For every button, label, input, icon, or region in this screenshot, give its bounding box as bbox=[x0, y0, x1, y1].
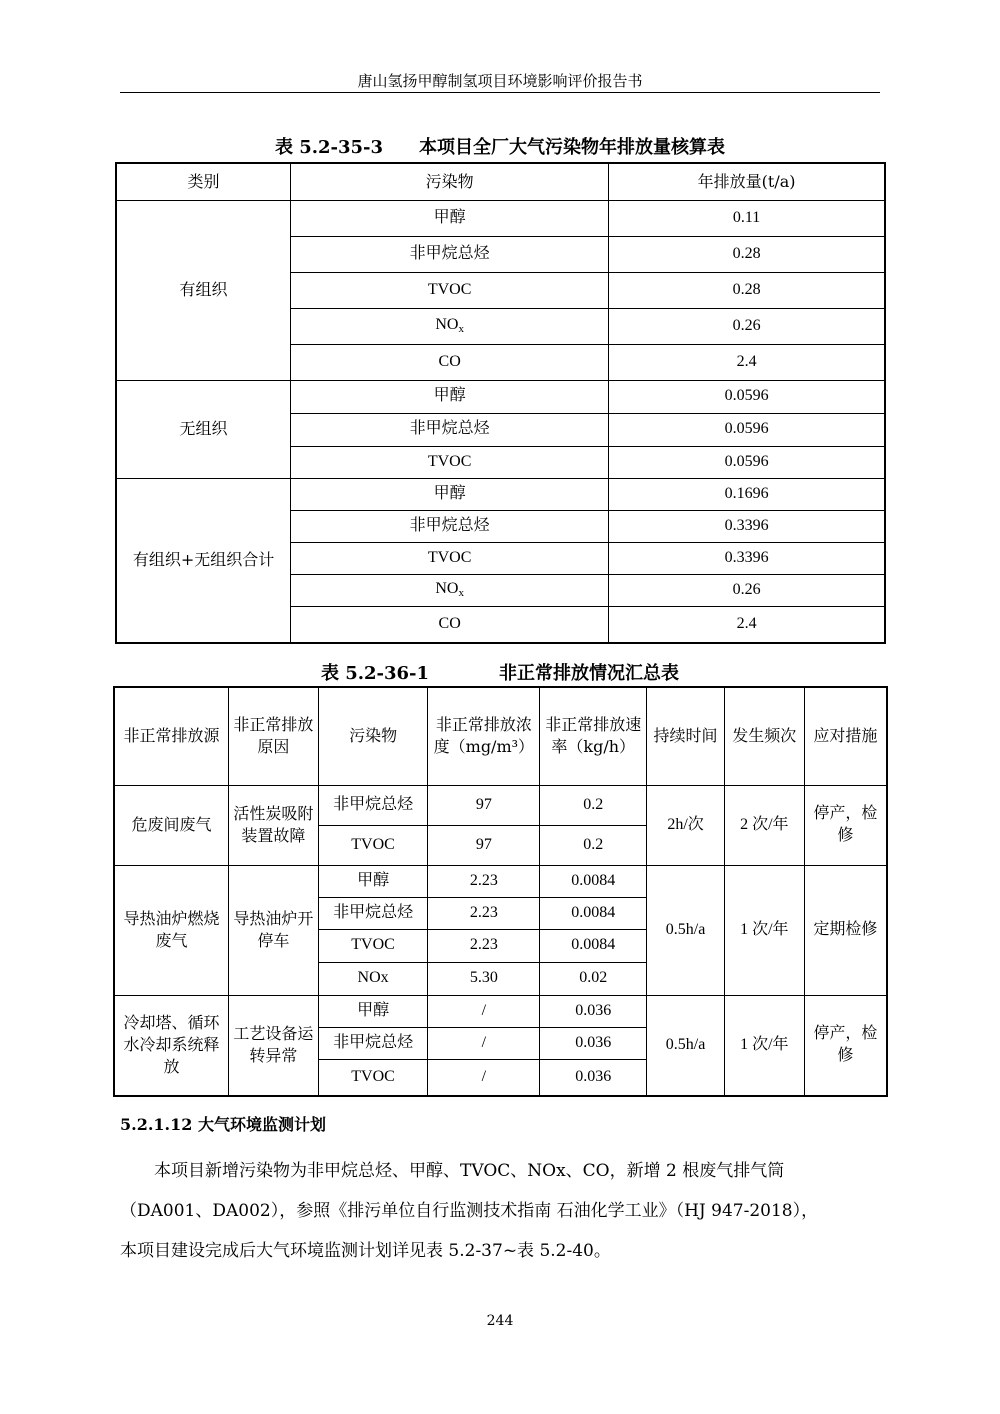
table1-header-cell: 类别 bbox=[116, 163, 291, 200]
table1-row bbox=[116, 380, 885, 413]
table1-header-cell: 年排放量(t/a) bbox=[609, 163, 885, 200]
table1-pollutant-label: 非甲烷总烃 bbox=[409, 516, 490, 534]
table2-concentration-cell: 97 bbox=[428, 785, 540, 825]
table1-value-cell: 0.1696 bbox=[609, 478, 885, 510]
table1-value-cell: 0.0596 bbox=[609, 413, 885, 446]
table1-pollutant-cell bbox=[291, 446, 609, 478]
table2-rate-cell: 0.0084 bbox=[540, 865, 647, 897]
table2-row bbox=[114, 785, 887, 825]
table2-pollutant-cell: TVOC bbox=[318, 1059, 428, 1096]
table1-pollutant-cell bbox=[291, 380, 609, 413]
table1-header-cell: 污染物 bbox=[291, 163, 609, 200]
table1-pollutant-label: NO bbox=[435, 316, 459, 334]
table2-pollutant-cell: NOx bbox=[318, 962, 428, 995]
table2-rate-cell: 0.036 bbox=[540, 1027, 647, 1059]
table2-duration-cell: 2h/次 bbox=[647, 785, 725, 865]
table2-pollutant-cell: 非甲烷总烃 bbox=[318, 785, 428, 825]
paragraph-line-1: 本项目新增污染物为非甲烷总烃、甲醇、TVOC、NOx、CO，新增 2 根废气排气筒 bbox=[154, 1161, 785, 1181]
table1-value-cell: 0.0596 bbox=[609, 380, 885, 413]
table2-reason-cell: 导热油炉开停车 bbox=[229, 865, 319, 995]
table2-measure-cell: 停产，检修 bbox=[804, 785, 887, 865]
table2-measure-cell: 停产，检修 bbox=[804, 995, 887, 1096]
table1-pollutant-label: NO bbox=[435, 580, 459, 598]
table2-header-row bbox=[114, 687, 887, 785]
table2-source-cell: 危废间废气 bbox=[114, 785, 229, 865]
table2-caption bbox=[0, 659, 1000, 685]
table1-pollutant-label: TVOC bbox=[427, 452, 472, 470]
section-heading: 5.2.1.12 大气环境监测计划 bbox=[120, 1115, 326, 1134]
table2-pollutant-cell: TVOC bbox=[318, 929, 428, 962]
table1-value-cell: 0.11 bbox=[609, 200, 885, 236]
table1-value-cell: 0.28 bbox=[609, 272, 885, 308]
table2-row bbox=[114, 995, 887, 1027]
table1-pollutant-cell bbox=[291, 542, 609, 574]
table1-value-cell: 2.4 bbox=[609, 606, 885, 643]
table1-pollutant-label: 非甲烷总烃 bbox=[409, 244, 490, 262]
table2-concentration-cell: 2.23 bbox=[428, 897, 540, 929]
table1-caption-title: 本项目全厂大气污染物年排放量核算表 bbox=[419, 137, 726, 158]
paragraph-line-2: （DA001、DA002），参照《排污单位自行监测技术指南 石油化学工业》（HJ 947-2018）， bbox=[120, 1201, 819, 1221]
table2-frequency-cell: 1 次/年 bbox=[724, 865, 804, 995]
table1-pollutant-label: 非甲烷总烃 bbox=[409, 420, 490, 438]
table1-pollutant-cell bbox=[291, 308, 609, 344]
table1-pollutant-cell bbox=[291, 413, 609, 446]
table2-frequency-cell: 2 次/年 bbox=[724, 785, 804, 865]
table2-concentration-cell: / bbox=[428, 1059, 540, 1096]
table1-value-cell: 0.3396 bbox=[609, 542, 885, 574]
table1-pollutant-cell bbox=[291, 200, 609, 236]
table1-row bbox=[116, 200, 885, 236]
table2-source-cell: 冷却塔、循环水冷却系统释放 bbox=[114, 995, 229, 1096]
table1-pollutant-subscript: x bbox=[458, 587, 464, 600]
table1-category-cell: 无组织 bbox=[116, 380, 291, 478]
table2-rate-cell: 0.0084 bbox=[540, 929, 647, 962]
table1-value-cell: 0.28 bbox=[609, 236, 885, 272]
table1-pollutant-cell bbox=[291, 574, 609, 606]
table1-pollutant-subscript: x bbox=[458, 323, 464, 336]
annual-emission-table bbox=[115, 162, 886, 644]
table2-frequency-cell: 1 次/年 bbox=[724, 995, 804, 1096]
table1-pollutant-label: 甲醇 bbox=[433, 387, 466, 405]
table2-rate-cell: 0.036 bbox=[540, 1059, 647, 1096]
table1-caption-number: 表 5.2-35-3 bbox=[274, 137, 384, 158]
table2-rate-cell: 0.036 bbox=[540, 995, 647, 1027]
table2-measure-cell: 定期检修 bbox=[804, 865, 887, 995]
abnormal-emission-table bbox=[113, 686, 888, 1097]
table1-pollutant-cell bbox=[291, 236, 609, 272]
table1-pollutant-label: 甲醇 bbox=[433, 208, 466, 226]
table2-concentration-cell: 2.23 bbox=[428, 929, 540, 962]
table2-pollutant-cell: 非甲烷总烃 bbox=[318, 1027, 428, 1059]
table2-caption-title: 非正常排放情况汇总表 bbox=[499, 663, 680, 684]
table1-header-row bbox=[116, 163, 885, 200]
table1-pollutant-label: TVOC bbox=[427, 280, 472, 298]
table2-rate-cell: 0.02 bbox=[540, 962, 647, 995]
table2-header-cell: 非正常排放源 bbox=[114, 687, 229, 785]
table2-header-cell: 非正常排放速率（kg/h） bbox=[540, 687, 647, 785]
table2-concentration-cell: 5.30 bbox=[428, 962, 540, 995]
table2-concentration-cell: 2.23 bbox=[428, 865, 540, 897]
table2-caption-number: 表 5.2-36-1 bbox=[320, 663, 430, 684]
table1-value-cell: 0.26 bbox=[609, 308, 885, 344]
table1-value-cell: 0.0596 bbox=[609, 446, 885, 478]
table2-rate-cell: 0.2 bbox=[540, 825, 647, 865]
page-number: 244 bbox=[486, 1313, 514, 1329]
table2-pollutant-cell: 非甲烷总烃 bbox=[318, 897, 428, 929]
table2-header-cell: 非正常排放浓度（mg/m³） bbox=[428, 687, 540, 785]
table1-pollutant-cell bbox=[291, 478, 609, 510]
table2-header-cell: 应对措施 bbox=[804, 687, 887, 785]
table2-rate-cell: 0.2 bbox=[540, 785, 647, 825]
table2-concentration-cell: / bbox=[428, 995, 540, 1027]
table1-value-cell: 2.4 bbox=[609, 344, 885, 380]
table2-concentration-cell: / bbox=[428, 1027, 540, 1059]
table1-pollutant-label: CO bbox=[438, 615, 461, 633]
paragraph-line-3: 本项目建设完成后大气环境监测计划详见表 5.2-37~表 5.2-40。 bbox=[120, 1241, 611, 1261]
table2-reason-cell: 活性炭吸附装置故障 bbox=[229, 785, 319, 865]
table2-header-cell: 发生频次 bbox=[724, 687, 804, 785]
table2-header-cell: 污染物 bbox=[318, 687, 428, 785]
table1-value-cell: 0.26 bbox=[609, 574, 885, 606]
table1-pollutant-cell bbox=[291, 272, 609, 308]
table2-header-cell: 非正常排放原因 bbox=[229, 687, 319, 785]
table2-duration-cell: 0.5h/a bbox=[647, 995, 725, 1096]
table2-reason-cell: 工艺设备运转异常 bbox=[229, 995, 319, 1096]
body-paragraph bbox=[120, 1151, 882, 1271]
table1-pollutant-cell bbox=[291, 344, 609, 380]
table2-pollutant-cell: 甲醇 bbox=[318, 865, 428, 897]
table1-pollutant-label: CO bbox=[438, 352, 461, 370]
table1-pollutant-cell bbox=[291, 510, 609, 542]
table1-caption bbox=[0, 133, 1000, 159]
table2-source-cell: 导热油炉燃烧废气 bbox=[114, 865, 229, 995]
table2-header-cell: 持续时间 bbox=[647, 687, 725, 785]
table1-category-cell: 有组织 bbox=[116, 200, 291, 380]
table2-pollutant-cell: 甲醇 bbox=[318, 995, 428, 1027]
table1-value-cell: 0.3396 bbox=[609, 510, 885, 542]
table1-pollutant-label: 甲醇 bbox=[433, 484, 466, 502]
page-header: 唐山氢扬甲醇制氢项目环境影响评价报告书 bbox=[357, 72, 643, 90]
table2-concentration-cell: 97 bbox=[428, 825, 540, 865]
table2-rate-cell: 0.0084 bbox=[540, 897, 647, 929]
table1-row bbox=[116, 478, 885, 510]
header-rule bbox=[120, 92, 880, 93]
table2-row bbox=[114, 865, 887, 897]
table1-pollutant-cell bbox=[291, 606, 609, 643]
table2-duration-cell: 0.5h/a bbox=[647, 865, 725, 995]
table2-pollutant-cell: TVOC bbox=[318, 825, 428, 865]
table1-category-cell: 有组织+无组织合计 bbox=[116, 478, 291, 643]
table1-pollutant-label: TVOC bbox=[427, 548, 472, 566]
